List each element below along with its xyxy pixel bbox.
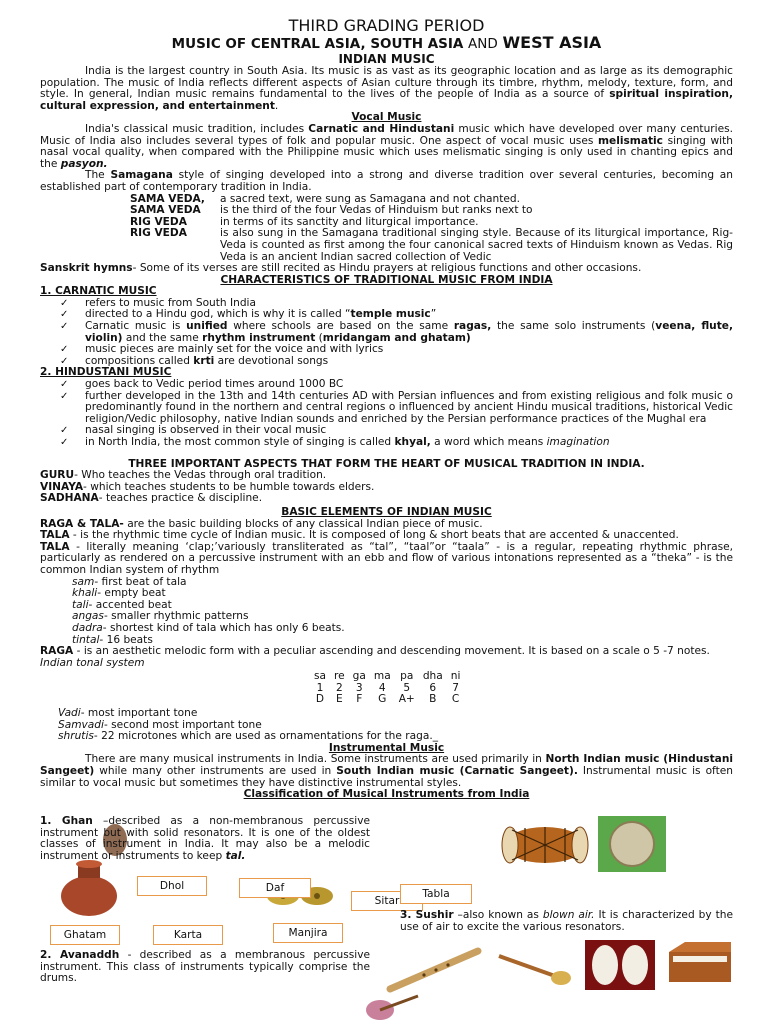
main-title: MUSIC OF CENTRAL ASIA, SOUTH ASIA AND WEST ASIA bbox=[171, 33, 602, 52]
classification-heading: Classification of Musical Instruments from India bbox=[243, 788, 530, 801]
tonal-scale-table bbox=[310, 671, 464, 706]
list-item: ✓ further developed in the 13th and 14th centuries AD with Persian influences and from existing religious and folk music o predominantly found in the northern and central regions o influenced by ancient Hindu musical traditions, historical Vedic religion/Vedic philosophy, native Indian sounds and enriched by the Persian performance practices of the Mughal era bbox=[60, 391, 733, 426]
list-item: ✓ compositions called krti are devotional songs bbox=[60, 356, 733, 368]
raga-definition: RAGA - is an aesthetic melodic form with a peculiar ascending and descending movement. It is based on a scale o 5 -7 notes. bbox=[40, 645, 710, 658]
basic-heading: BASIC ELEMENTS OF INDIAN MUSIC bbox=[281, 505, 492, 518]
grading-period: THIRD GRADING PERIOD bbox=[288, 16, 485, 35]
table-row: sa re ga ma pa dha ni bbox=[314, 670, 461, 683]
aspects-heading: THREE IMPORTANT ASPECTS THAT FORM THE HEART OF MUSICAL TRADITION IN INDIA. bbox=[128, 457, 645, 470]
veda-row: SAMA VEDA, a sacred text, were sung as Samagana and not chanted. bbox=[130, 192, 521, 205]
table-row: 1 2 3 4 5 6 7 bbox=[316, 681, 459, 694]
veda-row: SAMA VEDA is the third of the four Vedas of Hinduism but ranks next to bbox=[130, 204, 533, 217]
tala-part: angas- smaller rhythmic patterns bbox=[72, 610, 249, 623]
list-item: ✓ nasal singing is observed in their vocal music bbox=[60, 425, 733, 437]
list-item: ✓ in North India, the most common style of singing is called khyal, a word which means imagination bbox=[60, 437, 733, 449]
vocal-paragraph-1: India's classical music tradition, includes Carnatic and Hindustani music which have developed over many centuries. Music of India also includes several types of folk and popular music. One aspect of vocal music uses melismatic singing with nasal vocal quality, when compared with the Philippine music which uses melismatic singing is only used in chanting epics and the pasyon. bbox=[40, 122, 733, 170]
veda-row: RIG VEDA in terms of its sanctity and liturgical importance. bbox=[130, 215, 479, 228]
aspect-vinaya: VINAYA- which teaches students to be humble towards elders. bbox=[40, 480, 375, 493]
label-dhol: Dhol bbox=[137, 876, 207, 896]
tala-part: khali- empty beat bbox=[72, 587, 166, 600]
tala-part: tintal- 16 beats bbox=[72, 633, 153, 646]
ghan-paragraph: 1. Ghan –described as a non-membranous percussive instrument but with solid resonators. It is one of the oldest classes of instrument in India. It may also be a melodic instrument or instruments to keep tal. bbox=[40, 815, 370, 862]
vocal-heading: Vocal Music bbox=[351, 111, 422, 124]
intro-paragraph: India is the largest country in South Asia. Its music is as vast as its geographic location and as large as its demographic population. The music of India reflects different aspects of Asian culture through its timbre, rhythm, melody, texture, form, and style. In general, Indian music remains fundamental to the lives of the people of India as a source of spiritual inspiration, cultural expression, and entertainment. bbox=[40, 65, 733, 112]
label-tabla: Tabla bbox=[400, 884, 472, 904]
list-item: ✓ Carnatic music is unified where schools are based on the same ragas, the same solo instruments (veena, flute, violin) and the same rhythm instrument (mridangam and ghatam) bbox=[60, 321, 733, 344]
instrumental-paragraph: There are many musical instruments in India. Some instruments are used primarily in North Indian music (Hindustani Sangeet) while many other instruments are used in South Indian music (Carnatic Sangeet). Instrumental music is often similar to vocal music but sometimes they have distinctive instrumental styles. bbox=[40, 753, 734, 789]
label-daf: Daf bbox=[239, 878, 311, 898]
sitar-image bbox=[360, 990, 420, 1024]
carnatic-title: 1. CARNATIC MUSIC bbox=[40, 285, 157, 298]
daf-image bbox=[598, 816, 666, 872]
tone-item: Samvadi- second most important tone bbox=[58, 718, 262, 731]
raga-tala: RAGA & TALA- are the basic building blocks of any classical Indian piece of music. bbox=[40, 517, 483, 530]
instrumental-heading: Instrumental Music bbox=[328, 741, 445, 754]
dholak-drum-image bbox=[500, 818, 590, 873]
vocal-paragraph-2: The Samagana style of singing developed into a strong and diverse tradition over several centuries, becoming an established part of contemporary tradition in India. bbox=[40, 169, 734, 193]
ghatam-pot-image bbox=[54, 858, 124, 918]
tonal-system-label: Indian tonal system bbox=[40, 656, 145, 669]
hindustani-list bbox=[40, 379, 733, 449]
carnatic-list bbox=[40, 298, 733, 368]
list-item: ✓ directed to a Hindu god, which is why it is called “temple music” bbox=[60, 309, 733, 321]
tone-item: Vadi- most important tone bbox=[58, 707, 198, 720]
tala-part: dadra- shortest kind of tala which has only 6 beats. bbox=[72, 621, 345, 634]
label-manjira: Manjira bbox=[273, 923, 343, 943]
hindustani-title: 2. HINDUSTANI MUSIC bbox=[40, 366, 172, 379]
list-item: ✓ goes back to Vedic period times around 1000 BC bbox=[60, 379, 733, 391]
list-item: ✓ refers to music from South India bbox=[60, 298, 733, 310]
tala-definition-1: TALA - is the rhythmic time cycle of Indian music. It is composed of long & short beats that are accented & unaccented. bbox=[40, 529, 679, 542]
table-row: D E F G A+ B C bbox=[315, 693, 460, 706]
sanskrit-hymns: Sanskrit hymns- Some of its verses are still recited as Hindu prayers at religious functions and other occasions. bbox=[40, 262, 642, 275]
tala-part: sam- first beat of tala bbox=[72, 575, 187, 588]
conch-shells-image bbox=[585, 940, 655, 990]
document-page bbox=[40, 16, 733, 801]
avanaddh-paragraph: 2. Avanaddh - described as a membranous percussive instrument. This class of instruments typically comprise the drums. bbox=[40, 949, 370, 985]
list-item: ✓ music pieces are mainly set for the voice and with lyrics bbox=[60, 344, 733, 356]
tala-part: tali- accented beat bbox=[72, 598, 172, 611]
sushir-paragraph: 3. Sushir –also known as blown air. It is characterized by the use of air to excite the various resonators. bbox=[400, 909, 733, 933]
flute-image bbox=[384, 945, 484, 995]
tala-definition-2: TALA - literally meaning ‘clap;’variously transliterated as “tal”, “taal”or “taala” - is a regular, repeating rhythmic phrase, particularly as rendered on a percussive instrument with an ebb and flow of various intonations represented as a “theka” - is the common Indian system of rhythm bbox=[40, 540, 733, 576]
veda-row: RIG VEDA is also sung in the Samagana traditional singing style. Because of its liturgical importance, Rig-Veda is counted as first among the four canonical sacred texts of Hinduism known as Vedas. Rig Veda is an ancient Indian sacred collection of Vedic bbox=[130, 227, 733, 263]
characteristics-heading: CHARACTERISTICS OF TRADITIONAL MUSIC FROM INDIA bbox=[220, 273, 553, 286]
label-karta: Karta bbox=[153, 925, 223, 945]
label-ghatam: Ghatam bbox=[50, 925, 120, 945]
harmonium-image bbox=[665, 940, 735, 990]
tone-item: shrutis- 22 microtones which are used as ornamentations for the raga._ bbox=[58, 730, 439, 743]
aspect-sadhana: SADHANA- teaches practice & discipline. bbox=[40, 492, 263, 505]
aspect-guru: GURU- Who teaches the Vedas through oral tradition. bbox=[40, 469, 327, 482]
shehnai-image bbox=[495, 948, 575, 988]
subtitle: INDIAN MUSIC bbox=[338, 52, 435, 66]
label-sitar: Sitar bbox=[351, 891, 423, 911]
